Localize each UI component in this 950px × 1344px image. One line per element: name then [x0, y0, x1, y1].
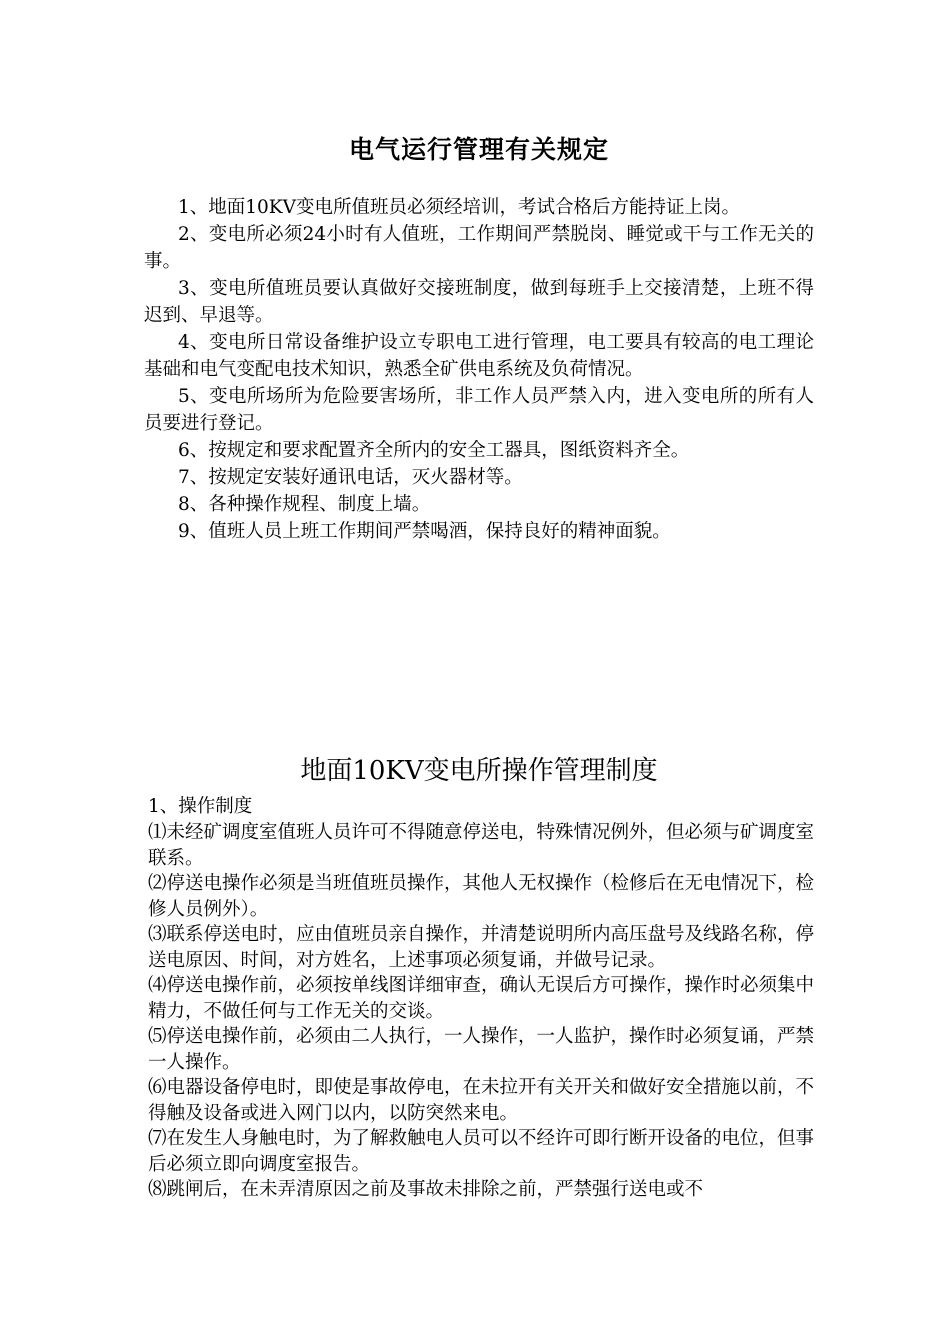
operation-list	[144, 820, 814, 1203]
operation-item: ⑶联系停送电时，应由值班员亲自操作，并清楚说明所内高压盘号及线路名称，停送电原因、时间，对方姓名，上述事项必须复诵，并做号记录。	[148, 924, 815, 971]
rule-item: 1、地面10KV变电所值班员必须经培训，考试合格后方能持证上岗。	[178, 197, 740, 218]
operation-item: ⑷停送电操作前，必须按单线图详细审查，确认无误后方可操作，操作时必须集中精力，不做任何与工作无关的交谈。	[148, 975, 815, 1022]
section-electrical-rules	[144, 132, 814, 545]
rule-item: 5、变电所场所为危险要害场所，非工作人员严禁入内，进入变电所的所有人员要进行登记。	[144, 386, 814, 434]
operation-item: ⑴未经矿调度室值班人员许可不得随意停送电，特殊情况例外，但必须与矿调度室联系。	[148, 822, 815, 869]
rule-item: 8、各种操作规程、制度上墙。	[178, 494, 431, 515]
operation-item: ⑺在发生人身触电时，为了解救触电人员可以不经许可即行断开设备的电位，但事后必须立即向调度室报告。	[148, 1128, 815, 1175]
section-operation-rules	[144, 752, 814, 1203]
rule-item: 6、按规定和要求配置齐全所内的安全工器具，图纸资料齐全。	[178, 440, 690, 461]
rule-item: 2、变电所必须24小时有人值班，工作期间严禁脱岗、睡觉或干与工作无关的事。	[144, 224, 814, 272]
section-title: 电气运行管理有关规定	[348, 135, 609, 164]
rule-item: 4、变电所日常设备维护设立专职电工进行管理，电工要具有较高的电工理论基础和电气变配电技术知识，熟悉全矿供电系统及负荷情况。	[144, 332, 814, 380]
operation-item: ⑸停送电操作前，必须由二人执行，一人操作，一人监护，操作时必须复诵，严禁一人操作。	[148, 1026, 815, 1073]
rules-list	[144, 194, 814, 545]
rule-item: 3、变电所值班员要认真做好交接班制度，做到每班手上交接清楚，上班不得迟到、早退等。	[144, 278, 814, 326]
operation-item: ⑻跳闸后，在未弄清原因之前及事故未排除之前，严禁强行送电或不	[148, 1179, 704, 1200]
rule-item: 7、按规定安装好通讯电话，灭火器材等。	[178, 467, 523, 488]
operation-item: ⑵停送电操作必须是当班值班员操作，其他人无权操作（检修后在无电情况下，检修人员例外）。	[148, 873, 815, 920]
rule-item: 9、值班人员上班工作期间严禁喝酒，保持良好的精神面貌。	[178, 521, 671, 542]
operation-item: ⑹电器设备停电时，即使是事故停电，在未拉开有关开关和做好安全措施以前，不得触及设备或进入网门以内，以防突然来电。	[148, 1077, 815, 1124]
sub-heading: 1、操作制度	[148, 796, 253, 817]
section-title: 地面10KV变电所操作管理制度	[300, 756, 658, 786]
